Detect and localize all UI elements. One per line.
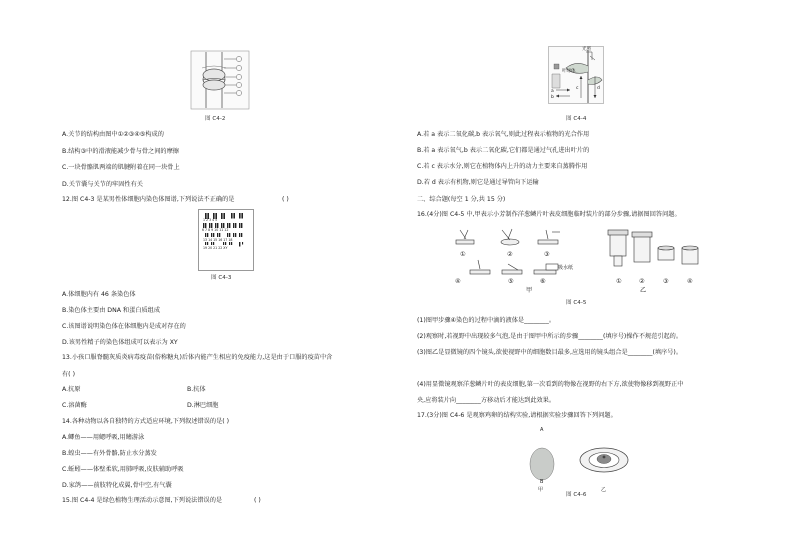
q13-option-c: C.溶菌酶 [62,402,87,409]
c4-5-step-5: ⑤ [508,278,514,285]
c4-6-label-yi: 乙 [601,487,607,493]
c4-5-step-2: ② [507,251,513,258]
c4-5-label-yi: 乙 [640,287,647,294]
c4-5-step-1: ① [460,251,466,258]
c4-5-step-6: ⑥ [540,278,546,285]
figure-c4-6-caption: 图 C4-6 [566,492,587,498]
c4-5-step-3: ③ [544,251,550,258]
q17-stem: 17.(3分)图 C4-6 是观察鸡卵的结构实验,请根据实验步骤回答下列问题。 [417,412,617,419]
c4-5-label-jia: 甲 [526,287,533,294]
q12-option-c: C.该图谱说明染色体在体细胞内是成对存在的 [62,323,186,330]
figure-c4-2-knee-joint [190,50,250,110]
figure-c4-5-caption: 图 C4-5 [566,300,587,306]
q15-option-d: D.若 d 表示有机物,则它是通过导管向下运输 [417,179,539,186]
c4-4-label-c: c [576,86,579,91]
q12-answer-bracket: ( ) [282,196,289,203]
figure-c4-6-egg [520,428,630,488]
q11-option-a: A.关节的结构由图中①②③④⑤构成的 [62,131,164,138]
q12-option-d: D.该男性精子的染色体组成可以表示为 XY [62,339,178,346]
c4-4-label-b: b [551,95,554,100]
q16-item-4-line1: (4)用显微镜观察洋葱鳞片叶的表皮细胞,第一次看到的物像在视野的右下方,欲使物像移到视野正中 [417,381,684,388]
q14-option-c: C.蚯蚓——体壁柔软,用肺呼吸,皮肤辅助呼吸 [62,466,184,473]
q13-stem-line1: 13.小孩口服脊髓灰质炎病毒疫苗(俗称糖丸)后体内能产生相应的免疫能力,这是由于口服的疫苗中含 [62,354,333,361]
c4-4-label-a: a [551,89,554,94]
q13-option-b: B.抗体 [187,386,206,393]
karyotype-row-3: 13 14 15 16 17 18 [203,238,233,242]
q15-stem: 15.图 C4-4 是绿色植物生理活动示意图,下列说法错误的是 [62,497,223,504]
q16-item-3: (3)图乙是显微镜的四个镜头,欲使视野中的细胞数目最多,应选用的镜头组合是________(填序号)。 [417,349,683,356]
c4-6-label-jia: 甲 [538,487,544,493]
c4-5-lens-3: ③ [663,278,669,285]
q13-stem-line2: 有( ) [62,371,75,378]
c4-5-lens-4: ④ [687,278,693,285]
c4-5-lens-2: ② [639,278,645,285]
c4-5-step-4: ④ [455,278,461,285]
q14-option-d: D.家鸽——前肢特化成翼,骨中空,有气囊 [62,482,172,489]
figure-c4-2-caption: 图 C4-2 [205,116,226,122]
c4-5-blotting-paper-label: 吸水纸 [558,265,574,271]
c4-6-egg-top-label: A [540,427,544,433]
q16-item-1: (1)图甲步骤④染色的过程中滴的液体是________。 [417,317,556,324]
figure-c4-4-plant [548,46,604,104]
c4-4-label-light: 光照 [582,47,591,52]
figure-c4-3-caption: 图 C4-3 [211,275,232,281]
section-title: 二、综合题(每空 1 分,共 15 分) [417,196,506,203]
q15-option-a: A.若 a 表示二氧化碳,b 表示氧气,则此过程表示植物的光合作用 [417,131,590,138]
c4-4-label-chloroplast: 叶绿体 [562,69,576,74]
c4-6-egg-bottom-label: B [540,479,544,485]
q13-option-d: D.淋巴细胞 [187,402,219,409]
figure-c4-5 [450,226,702,298]
q15-option-b: B.若 a 表示氧气,b 表示二氧化碳,它们都是通过气孔进出叶片的 [417,147,590,154]
q12-option-b: B.染色体主要由 DNA 和蛋白质组成 [62,307,161,314]
q14-stem: 14.各种动物以各自独特的方式适应环境,下列叙述错误的是( ) [62,418,230,425]
q12-option-a: A.体细胞内有 46 条染色体 [62,291,136,298]
q11-option-c: C.一块骨骼肌两端的肌腱附着在同一块骨上 [62,164,180,171]
q11-option-b: B.结构③中的滑液能减少骨与骨之间的摩擦 [62,148,179,155]
karyotype-row-1: 1 2 3 4 5 [203,218,218,222]
c4-4-label-d: d [597,86,600,91]
figure-c4-4-caption: 图 C4-4 [566,116,587,122]
q14-option-a: A.鲫鱼——用鳃呼吸,用鳍游泳 [62,434,145,441]
q14-option-b: B.蝗虫——有外骨骼,防止水分蒸发 [62,450,157,457]
figure-c4-3-karyotype [198,209,254,271]
karyotype-row-2: 6 7 8 9 10 11 12 [202,228,229,232]
q16-stem: 16.(4分)图 C4-5 中,甲表示小芳制作洋葱鳞片叶表皮细胞临时装片的部分步骤,请据图回答问题。 [417,211,681,218]
q16-item-2: (2)观察时,若视野中出现较多气泡,是由于图甲中所示的步骤________(填序号)操作不规范引起的。 [417,333,683,340]
q16-item-4-line2: 央,应将装片向________方移动后才能达到此效果。 [417,397,556,404]
karyotype-row-4: 19 20 21 22 XY [203,246,228,250]
q11-option-d: D.关节囊与关节的牢固性有关 [62,181,143,188]
q15-answer-bracket: ( ) [254,497,261,504]
q12-stem: 12.图 C4-3 是某男性体细胞内染色体图谱,下列说法不正确的是 [62,196,235,203]
q15-option-c: C.若 c 表示水分,则它在植物体内上升的动力主要来自蒸腾作用 [417,163,588,170]
c4-5-lens-1: ① [616,278,622,285]
q13-option-a: A.抗原 [62,386,81,393]
